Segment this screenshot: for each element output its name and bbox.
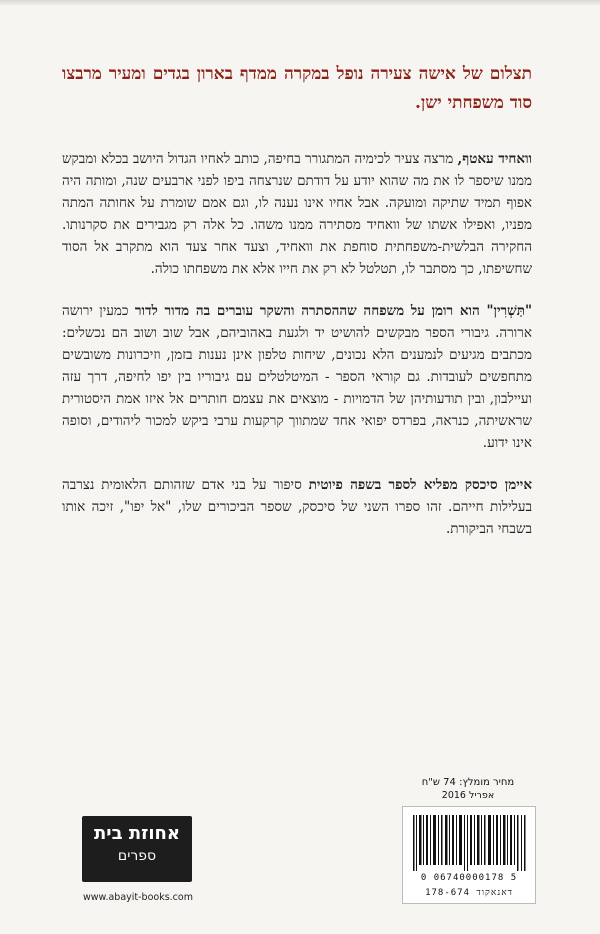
paragraph-theme [62,300,532,454]
barcode [402,806,536,904]
price-info [402,776,534,802]
paragraph-lead: "תַּשְׁרִין" הוא רומן על משפחה שההסתרה והשקר עוברים בה מדור לדור [134,303,532,319]
top-edge [0,0,600,6]
publisher-website: www.abayit-books.com [83,892,193,903]
barcode-bars [411,815,527,871]
paragraph-lead: וואחיד עאטף, [457,151,532,167]
paragraph-lead: איימן סיכסק מפליא לספר בשפה פיוטית [308,477,532,493]
paragraph-text: מרצה צעיר לכימיה המתגורר בחיפה, כותב לאחיו הגדול היושב בכלא ומבקש ממנו שיספר לו את מה שהוא יודע על דודתם שנרצחה ביפו לפני ארבעים שנה, ומותה היה אפוף תמיד שתיקה ומועקה. אבל אחיו אינו נענה לו, וגם אמם שומרת על אחותה המתה מפניו, ואפילו אשתו של וואחיד מסתירה ממנו משהו. כל אלה רק מגבירים את סקרנותו. החקירה הבלשית-משפחתית סוחפת את וואחיד, וצעד אחר צעד הוא מתקרב אל הסוד שחשיפתו, כך מסתבר לו, תטלטל לא רק את חייו אלא את משפחתו כולה. [62,151,532,277]
paragraph-text: כמעין ירושה ארורה. גיבורי הספר מבקשים להושיט יד ולגעת באהוביהם, אבל שוב ושוב הם נכשלים: מכתבים מגיעים לנמענים הלא נכונים, שיחות טלפון אינן נענות בזמן, וזיכרונות משובשים מתחפשים לעובדות. גם קוראי הספר - המיטלטלים עם גיבוריו בין יפו לחיפה, דרך עזה ועיילבון, ובין תודעותיהן של הדמויות - מוצאים את עצמם חותרים אל איזו אמת היסטורית שראשיתה, כנראה, בפרדס יפואי אחד שמתווך קרקעות ערבי ביקש למכור ליהודים, וסופה אינו ידוע. [62,303,532,451]
recommended-price: מחיר מומלץ: 74 ש"ח [421,777,515,788]
publication-date: אפריל 2016 [441,790,495,801]
paragraph-text: סיפור על בני אדם שזהותם הלאומית נצרבה בעלילות חייהם. זהו ספרו השני של סיכסק, שספר הביכורים שלו, "אל יפו", זיכה אותו בשבחי הביקורת. [62,477,532,537]
publisher-logo [82,816,192,882]
tagline: תצלום של אישה צעירה נופל במקרה ממדף בארון בגדים ומעיר מרבצו סוד משפחתי ישן. [62,64,532,113]
publisher-subtitle: ספרים [117,848,157,864]
catalog-number: דאנאקוד 178-674 [425,888,513,898]
back-cover-text [62,60,532,560]
paragraph-plot [62,148,532,280]
paragraph-author [62,474,532,540]
publisher-name: אחוזת בית [94,823,180,844]
barcode-digits: 0 06740000178 5 [420,873,518,883]
